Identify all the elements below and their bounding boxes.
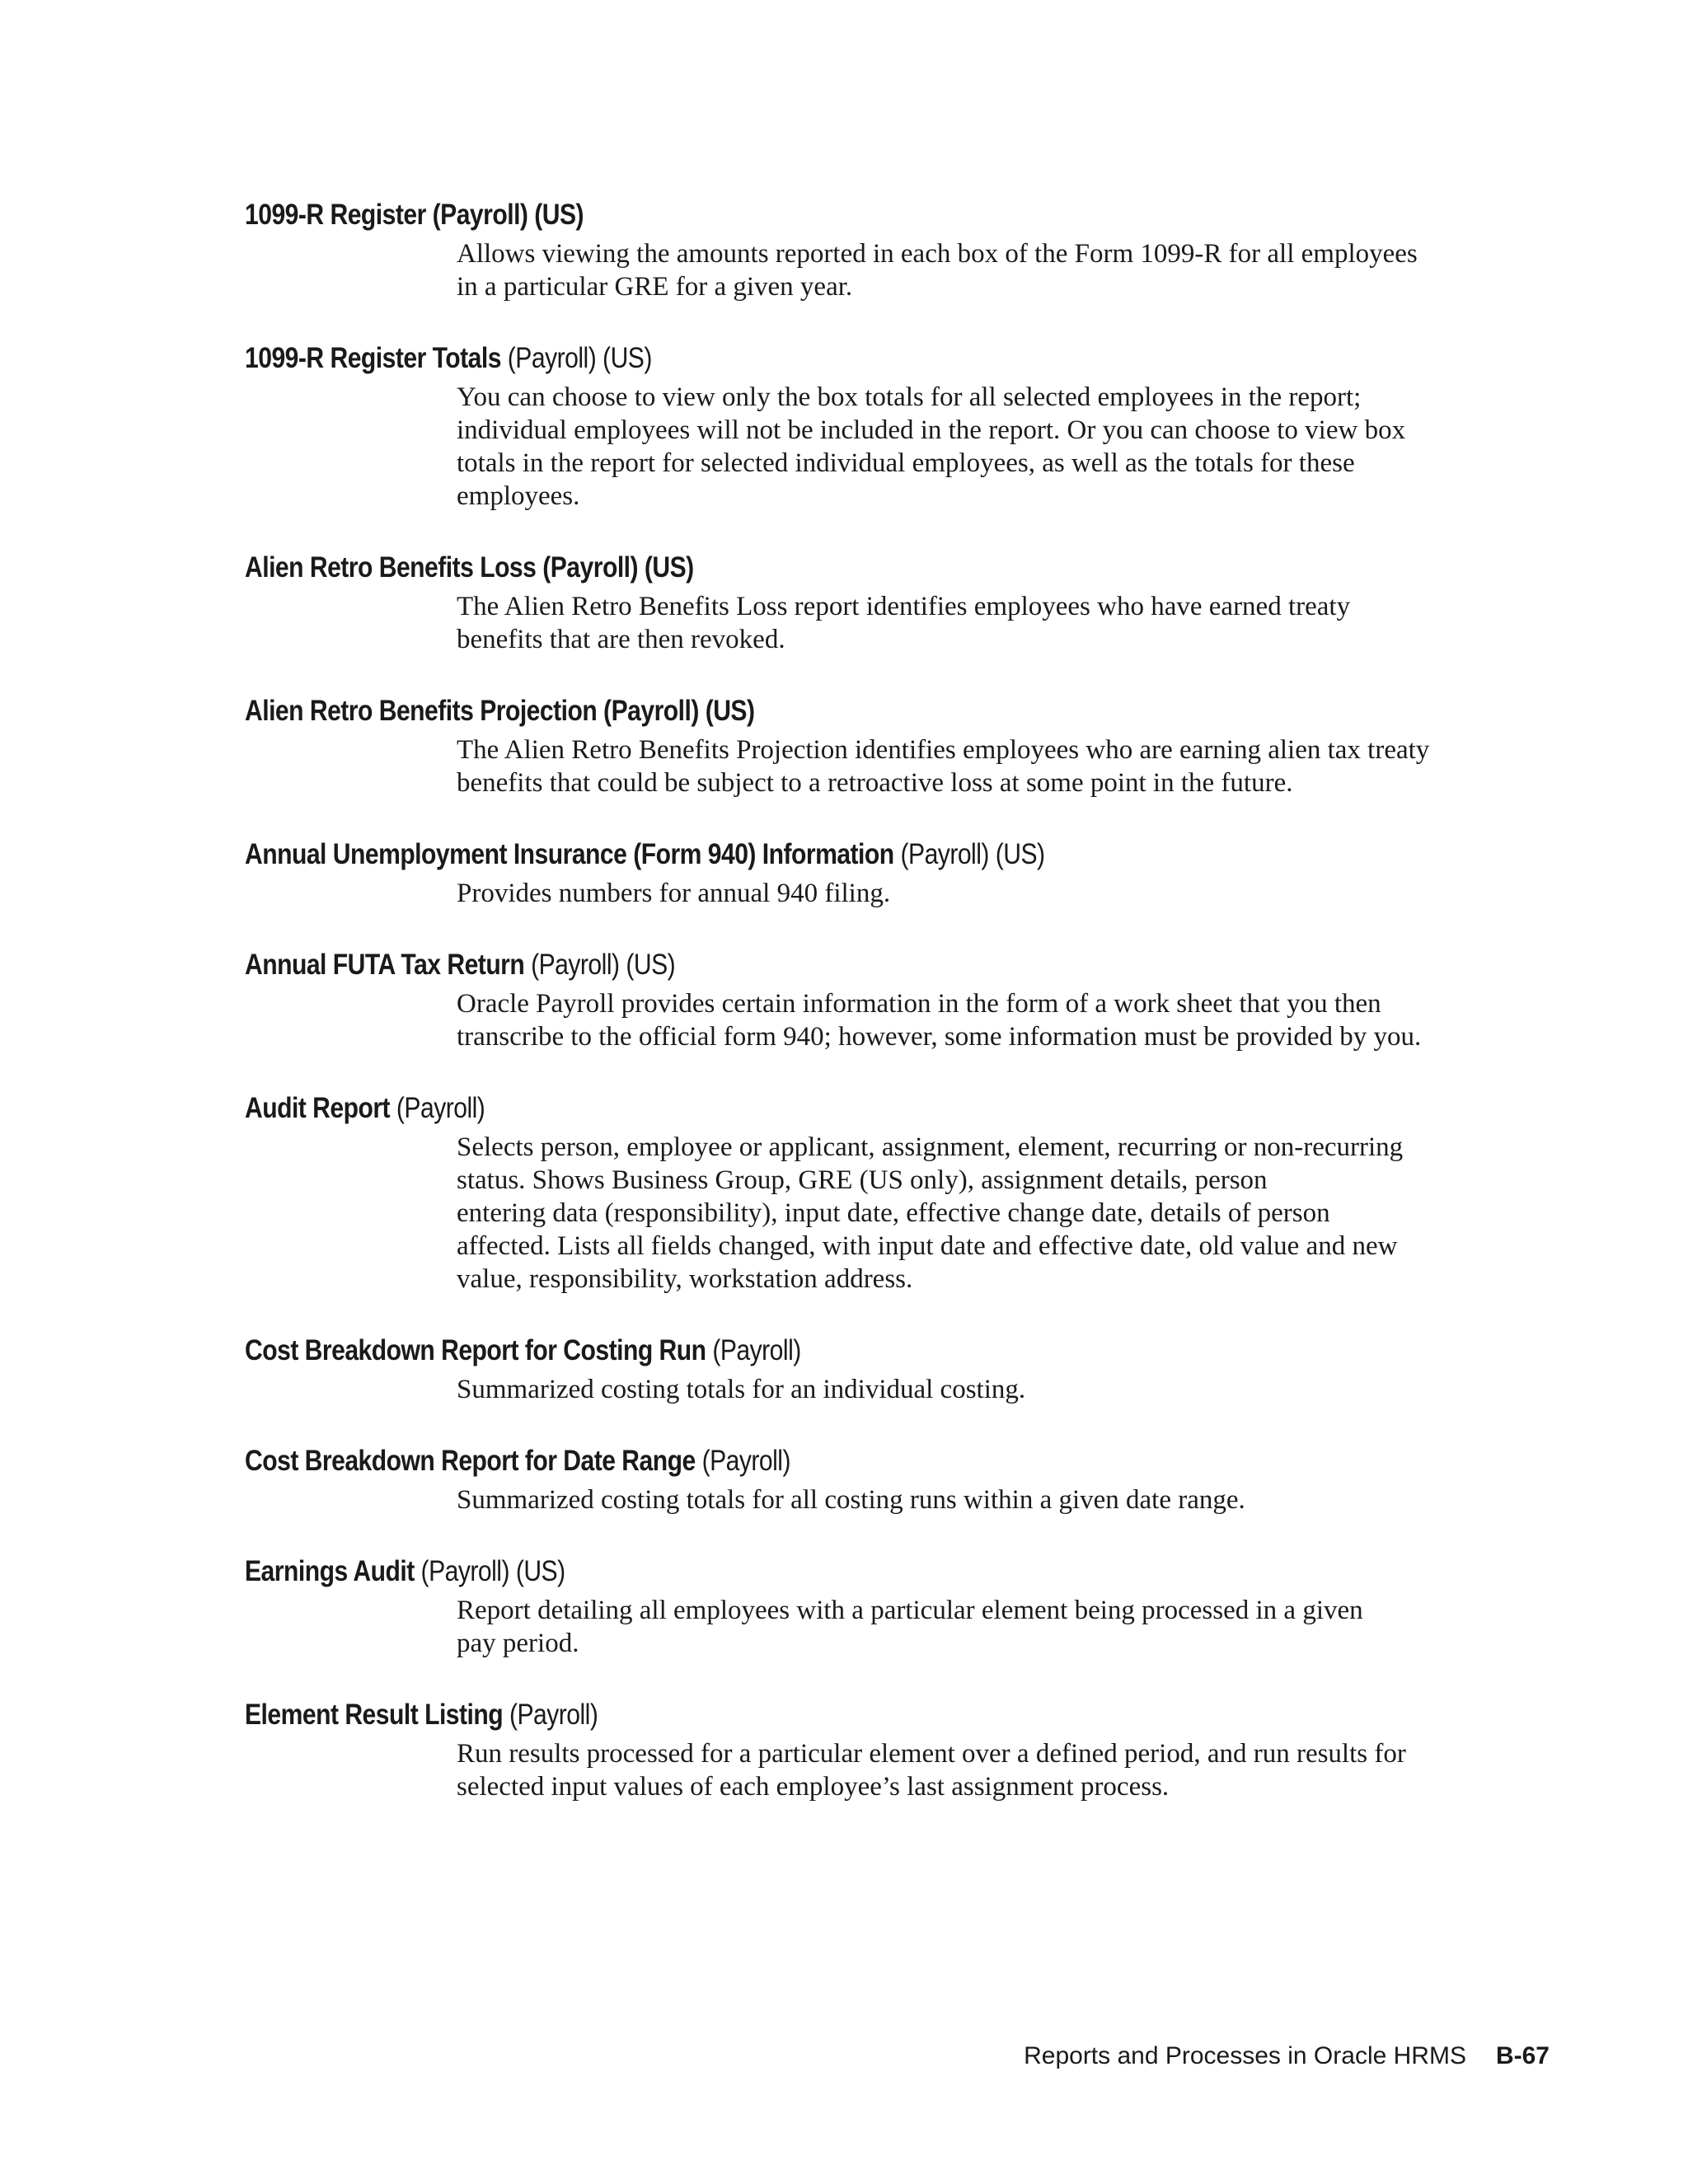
entry-title-bold: Annual Unemployment Insurance (Form 940) Information bbox=[245, 838, 894, 870]
report-entry bbox=[245, 692, 1547, 799]
entry-title bbox=[245, 1332, 1365, 1370]
page-number: B-67 bbox=[1495, 2042, 1550, 2069]
entry-title-bold: Cost Breakdown Report for Costing Run bbox=[245, 1334, 706, 1366]
entry-title-regular: (Payroll) bbox=[503, 1699, 598, 1731]
entry-title-bold: Earnings Audit bbox=[245, 1555, 415, 1587]
report-entry bbox=[245, 946, 1547, 1053]
entry-description: The Alien Retro Benefits Loss report identifies employees who have earned treaty benefits that are then revoked. bbox=[457, 592, 1351, 654]
entry-title-bold: Alien Retro Benefits Projection (Payroll) (US) bbox=[245, 695, 755, 727]
entry-title bbox=[245, 549, 1365, 587]
entry-description: Report detailing all employees with a particular element being processed in a given pay period. bbox=[457, 1596, 1363, 1658]
entry-title-regular: (Payroll) (US) bbox=[893, 838, 1045, 870]
report-entry bbox=[245, 340, 1547, 513]
page-footer bbox=[1024, 2040, 1550, 2073]
entry-title-regular: (Payroll) (US) bbox=[524, 949, 676, 981]
entry-title bbox=[245, 1090, 1365, 1127]
report-entry bbox=[245, 1553, 1547, 1660]
entry-title-regular: (Payroll) (US) bbox=[414, 1555, 565, 1587]
report-entry bbox=[245, 836, 1547, 910]
entry-title-regular: (Payroll) bbox=[706, 1334, 801, 1366]
entry-description: The Alien Retro Benefits Projection identifies employees who are earning alien tax treaty benefits that could be subject to a retroactive loss at some point in the future. bbox=[457, 735, 1430, 798]
entry-description: Provides numbers for annual 940 filing. bbox=[457, 879, 891, 908]
entry-title bbox=[245, 1442, 1365, 1480]
report-entry bbox=[245, 1332, 1547, 1406]
entry-title bbox=[245, 946, 1365, 984]
entry-description: Oracle Payroll provides certain information in the form of a work sheet that you then transcribe to the official form 940; however, some information must be provided by you. bbox=[457, 989, 1422, 1052]
entry-title bbox=[245, 692, 1365, 730]
report-entries-list bbox=[245, 196, 1547, 1840]
entry-description: Summarized costing totals for all costing runs within a given date range. bbox=[457, 1485, 1245, 1515]
entry-title bbox=[245, 1553, 1365, 1591]
entry-title-regular: (Payroll) bbox=[390, 1092, 485, 1124]
report-entry bbox=[245, 1442, 1547, 1516]
entry-title-bold: Element Result Listing bbox=[245, 1699, 504, 1731]
entry-description: Summarized costing totals for an individual costing. bbox=[457, 1375, 1026, 1404]
entry-title-bold: Annual FUTA Tax Return bbox=[245, 949, 525, 981]
entry-title-regular: (Payroll) bbox=[695, 1445, 790, 1477]
entry-title-bold: Cost Breakdown Report for Date Range bbox=[245, 1445, 696, 1477]
entry-title bbox=[245, 340, 1365, 377]
entry-title bbox=[245, 196, 1365, 234]
entry-title-bold: Alien Retro Benefits Loss (Payroll) (US) bbox=[245, 551, 694, 583]
entry-description: Allows viewing the amounts reported in each box of the Form 1099-R for all employees in a particular GRE for a given year. bbox=[457, 239, 1418, 302]
entry-title bbox=[245, 1696, 1365, 1734]
entry-description: Selects person, employee or applicant, assignment, element, recurring or non-recurring status. Shows Business Group, GRE (US only), assignment details, person entering data (responsibility), input date, effective change date, details of person affected. Lists all fields changed, with input date and effective date, old value and new value, responsibility, workstation address. bbox=[457, 1132, 1404, 1294]
footer-section-title: Reports and Processes in Oracle HRMS bbox=[1024, 2042, 1466, 2069]
entry-title-bold: 1099-R Register Totals bbox=[245, 342, 501, 374]
entry-title-regular: (Payroll) (US) bbox=[500, 342, 652, 374]
report-entry bbox=[245, 1090, 1547, 1296]
report-entry bbox=[245, 196, 1547, 303]
entry-description: You can choose to view only the box totals for all selected employees in the report; individual employees will not be included in the report. Or you can choose to view box totals in the report for selected individual employees, as well as the totals for these employees. bbox=[457, 382, 1406, 511]
entry-title bbox=[245, 836, 1365, 874]
report-entry bbox=[245, 1696, 1547, 1803]
entry-description: Run results processed for a particular element over a defined period, and run results for selected input values of each employee’s last assignment process. bbox=[457, 1739, 1406, 1802]
entry-title-bold: Audit Report bbox=[245, 1092, 391, 1124]
report-entry bbox=[245, 549, 1547, 656]
entry-title-bold: 1099-R Register (Payroll) (US) bbox=[245, 199, 584, 231]
